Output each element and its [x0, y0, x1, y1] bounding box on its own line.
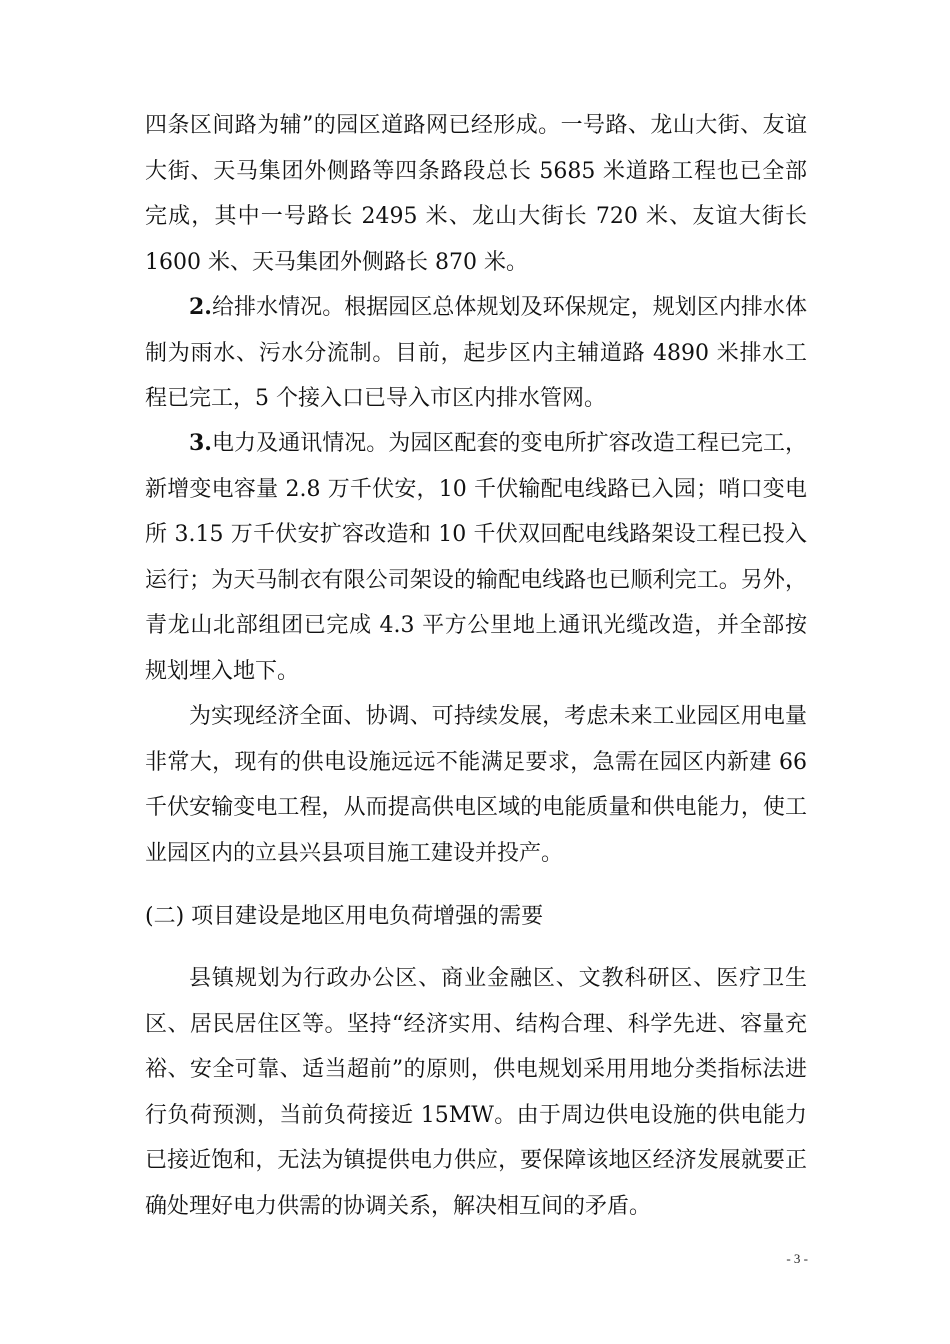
page-number: - 3 -	[786, 1251, 808, 1266]
paragraph-road-network: 四条区间路为辅”的园区道路网已经形成。一号路、龙山大街、友谊大街、天马集团外侧路等四条路段总长 5685 米道路工程也已全部完成，其中一号路长 2495 米、龙山大街长 720 米、友谊大街长 1600 米、天马集团外侧路长 870 米。	[145, 113, 807, 275]
paragraph-load-growth: 县镇规划为行政办公区、商业金融区、文教科研区、医疗卫生区、居民居住区等。坚持“经济实用、结构合理、科学先进、容量充裕、安全可靠、适当超前”的原则，供电规划采用用地分类指标法进行负荷预测，当前负荷接近 15MW。由于周边供电设施的供电能力已接近饱和，无法为镇提供电力供应，要保障该地区经济发展就要正确处理好电力供需的协调关系，解决相互间的矛盾。	[145, 966, 807, 1219]
paragraph-power-telecom	[145, 421, 807, 694]
paragraph-power-telecom-text: 电力及通讯情况。为园区配套的变电所扩容改造工程已完工，新增变电容量 2.8 万千伏安，10 千伏输配电线路已入园；哨口变电所 3.15 万千伏安扩容改造和 10 千伏双回配电线路架设工程已投入运行；为天马制衣有限公司架设的输配电线路也已顺利完工。另外，青龙山北部组团已完成 4.3 平方公里地上通讯光缆改造，并全部按规划埋入地下。	[145, 431, 807, 684]
paragraph-water-supply-text: 给排水情况。根据园区总体规划及环保规定，规划区内排水体制为雨水、污水分流制。目前，起步区内主辅道路 4890 米排水工程已完工，5 个接入口已导入市区内排水管网。	[145, 295, 807, 411]
item-number-3: 3.	[189, 430, 212, 456]
section-heading-2: (二) 项目建设是地区用电负荷增强的需要	[145, 904, 544, 929]
item-number-2: 2.	[189, 294, 212, 320]
paragraph-water-supply	[145, 285, 807, 422]
paragraph-development-need: 为实现经济全面、协调、可持续发展，考虑未来工业园区用电量非常大，现有的供电设施远远不能满足要求，急需在园区内新建 66 千伏安输变电工程，从而提高供电区域的电能质量和供电能力，使工业园区内的立县兴县项目施工建设并投产。	[145, 704, 807, 866]
